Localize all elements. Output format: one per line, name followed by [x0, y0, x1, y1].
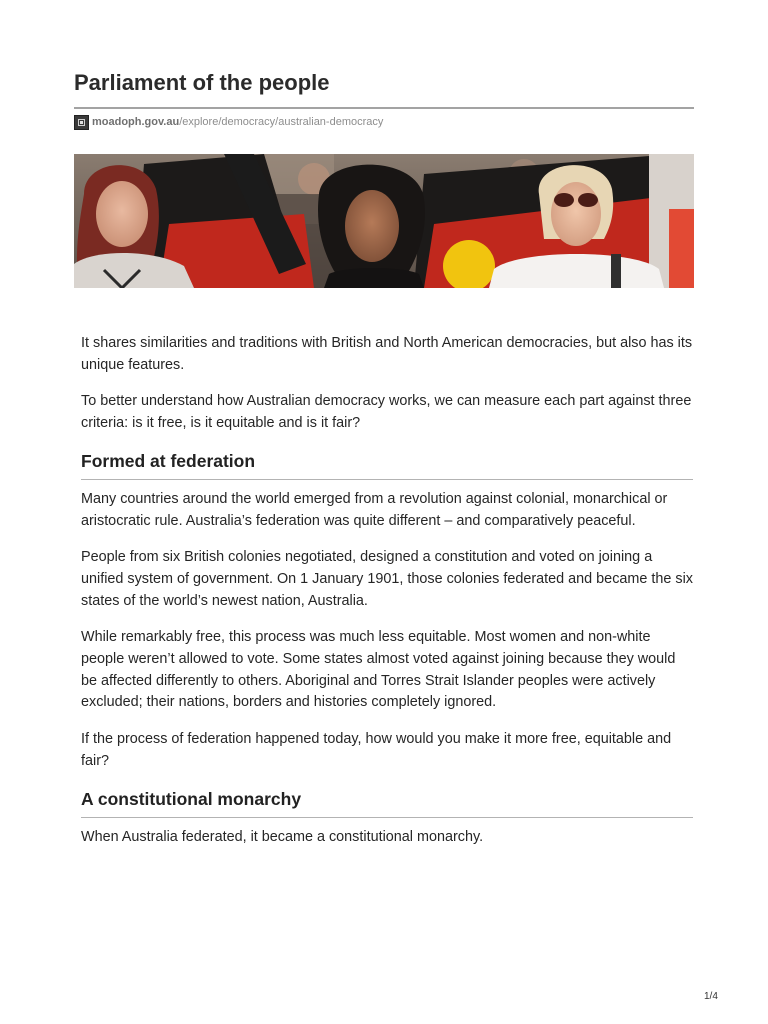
section-divider [81, 479, 693, 480]
section-divider [81, 817, 693, 818]
hero-photo [74, 154, 694, 288]
source-url-line [74, 113, 383, 131]
source-domain[interactable]: moadoph.gov.au [92, 116, 180, 128]
federation-paragraph-4: If the process of federation happened today, how would you make it more free, equitable and fair? [81, 731, 672, 769]
page-number: 1/4 [704, 991, 718, 1002]
source-path[interactable]: /explore/democracy/australian-democracy [179, 116, 384, 128]
monarchy-paragraph-1: When Australia federated, it became a constitutional monarchy. [81, 828, 484, 845]
federation-paragraph-1: Many countries around the world emerged from a revolution against colonial, monarchical or aristocratic rule. Australia’s federation was quite different – and comparatively peaceful. [81, 490, 668, 529]
federation-paragraph-3: While remarkably free, this process was much less equitable. Most women and non-white people weren’t allowed to vote. Some states almost voted against joining because they would be affected differently to others. Aboriginal and Torres Strait Islander peoples were actively excluded; their nations, borders and histories completely ignored. [81, 629, 676, 711]
page-title: Parliament of the people [74, 70, 330, 95]
intro-paragraph-1: It shares similarities and traditions with British and North American democracies, but also has its unique features. [81, 335, 693, 373]
protest-photo-icon [74, 154, 694, 288]
site-favicon-icon [74, 115, 89, 130]
federation-paragraph-2: People from six British colonies negotiated, designed a constitution and voted on joining a unified system of government. On 1 January 1901, those colonies federated and became the six states of the world’s newest nation, Australia. [81, 549, 693, 609]
section-heading-federation: Formed at federation [81, 450, 256, 471]
section-heading-monarchy: A constitutional monarchy [81, 788, 302, 809]
title-divider [74, 107, 694, 109]
article-body [81, 333, 693, 863]
intro-paragraph-2: To better understand how Australian democracy works, we can measure each part against three criteria: is it free, is it equitable and is it fair? [81, 393, 692, 432]
